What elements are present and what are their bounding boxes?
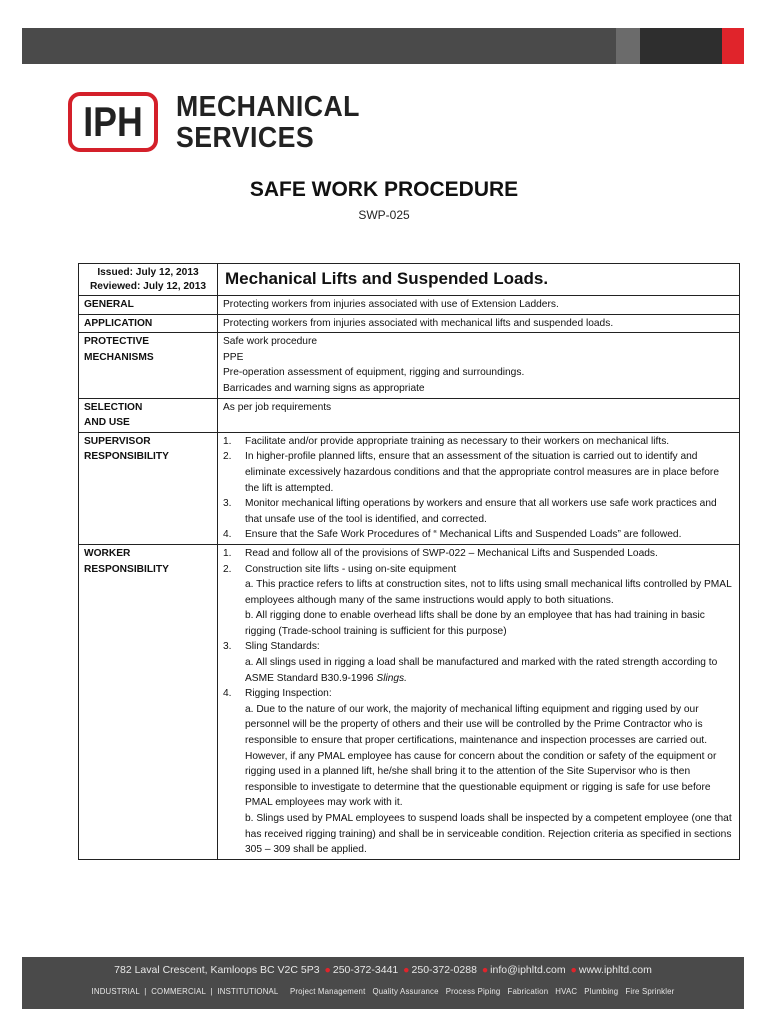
footer-fax: 250-372-0288: [411, 964, 477, 976]
logo-line-2: SERVICES: [176, 122, 315, 154]
document-title: SAFE WORK PROCEDURE: [249, 178, 519, 201]
footer-phone: 250-372-3441: [332, 964, 399, 976]
supervisor-label-line-1: SUPERVISOR: [84, 435, 151, 447]
list-item: [223, 562, 734, 578]
table-row-header: [79, 264, 740, 296]
selection-label: [79, 398, 218, 432]
dates-cell: [79, 264, 218, 296]
web-icon: ●: [570, 964, 577, 976]
general-label: GENERAL: [79, 296, 218, 315]
list-number: 2.: [223, 451, 232, 463]
list-number: 4.: [223, 529, 232, 541]
document-code: SWP-025: [358, 208, 410, 222]
list-number: 4.: [223, 688, 232, 700]
list-text: Ensure that the Safe Work Procedures of “ Mechanical Lifts and Suspended Loads” are followed.: [245, 529, 682, 541]
worker-label: [79, 544, 218, 859]
selection-text: As per job requirements: [218, 398, 740, 432]
application-text: Protecting workers from injuries associated with mechanical lifts and suspended loads.: [218, 314, 740, 333]
list-number: 2.: [223, 563, 232, 575]
list-number: 3.: [223, 498, 232, 510]
sub-item: a. This practice refers to lifts at construction sites, not to lifts using small mechanical lifts controlled by PMAL employees although many of the same instructions would apply to both situations.: [245, 579, 732, 606]
footer-address: 782 Laval Crescent, Kamloops BC V2C 5P3: [114, 964, 320, 976]
logo-mark-text: IPH: [83, 98, 143, 145]
supervisor-label: [79, 432, 218, 544]
procedure-heading: Mechanical Lifts and Suspended Loads.: [218, 264, 740, 296]
list-number: 3.: [223, 641, 232, 653]
footer-bar: [22, 957, 744, 1009]
list-text: Facilitate and/or provide appropriate training as necessary to their workers on mechanical lifts.: [245, 435, 670, 447]
company-logo-text: [176, 92, 360, 154]
supervisor-list: [218, 432, 740, 544]
general-text: Protecting workers from injuries associated with use of Extension Ladders.: [218, 296, 740, 315]
sub-item: [223, 655, 734, 686]
list-text: Read and follow all of the provisions of SWP-022 – Mechanical Lifts and Suspended Loads.: [245, 547, 658, 559]
table-row-application: [79, 314, 740, 333]
company-logo-mark: [68, 92, 158, 152]
list-item: [223, 546, 734, 562]
footer-web[interactable]: www.iphltd.com: [578, 964, 652, 976]
list-item: [223, 686, 734, 702]
list-item: [223, 496, 734, 527]
list-item: Barricades and warning signs as appropriate: [223, 382, 425, 394]
table-row-worker: [79, 544, 740, 859]
list-number: 1.: [223, 547, 232, 559]
list-number: 1.: [223, 435, 232, 447]
list-item: [223, 449, 734, 496]
selection-label-line-2: AND USE: [84, 417, 130, 429]
sub-item: b. Slings used by PMAL employees to suspend loads shall be inspected by a competent employee (one that has received rigging training) and shall be in serviceable condition. Rejection criteria as specified in sections 305 – 309 shall be applied.: [245, 813, 732, 856]
logo-line-1: MECHANICAL: [176, 91, 360, 123]
list-text: Construction site lifts - using on-site equipment: [245, 563, 457, 575]
list-text: Sling Standards:: [245, 641, 320, 653]
header-bar-accent-red: [722, 28, 744, 64]
protective-label: [79, 333, 218, 398]
protective-label-line-2: MECHANISMS: [84, 351, 154, 363]
reviewed-date: Reviewed: July 12, 2013: [89, 281, 207, 292]
procedure-table: [78, 263, 740, 860]
header-bar-accent-light: [616, 28, 640, 64]
table-row-general: [79, 296, 740, 315]
email-icon: ●: [481, 964, 489, 976]
table-row-protective: [79, 333, 740, 398]
footer-email[interactable]: info@iphltd.com: [490, 964, 566, 976]
sub-item: a. Due to the nature of our work, the majority of mechanical lifting equipment and rigging used by our personnel will be the property of others and their use will be controlled by the Prime Contractor who is responsible to ensure that proper certifications, maintenance and inspection processes are carried out. However, if any PMAL employee has cause for concern about the condition or safety of the equipment or rigging used in a planned lift, he/she shall bring it to the attention of the Site Supervisor who is then responsible to investigate to determine that the questionable equipment or rigging is safe for use before PMAL employees may work with it.: [245, 703, 717, 809]
list-item: Pre-operation assessment of equipment, rigging and surroundings.: [223, 367, 525, 379]
footer-tagline: INDUSTRIAL | COMMERCIAL | INSTITUTIONAL Project Management Quality Assurance Process Piping Fabrication HVAC Plumbing Fire Sprinkler: [91, 986, 675, 996]
sub-item-italic: Slings.: [376, 672, 407, 684]
table-row-supervisor: [79, 432, 740, 544]
application-label: APPLICATION: [79, 314, 218, 333]
protective-label-line-1: PROTECTIVE: [84, 336, 150, 348]
fax-icon: ●: [403, 964, 410, 976]
selection-label-line-1: SELECTION: [84, 401, 143, 413]
header-bar-accent-dark: [640, 28, 722, 64]
worker-label-line-2: RESPONSIBILITY: [84, 563, 169, 575]
list-item: PPE: [223, 351, 244, 363]
list-text: Rigging Inspection:: [245, 688, 332, 700]
table-row-selection: [79, 398, 740, 432]
phone-icon: ●: [324, 964, 331, 976]
list-text: In higher-profile planned lifts, ensure that an assessment of the situation is carried out to identify and eliminate excessively hazardous conditions and that the appropriate control measures are in place before the lift is attempted.: [245, 451, 719, 494]
worker-label-line-1: WORKER: [84, 547, 131, 559]
supervisor-label-line-2: RESPONSIBILITY: [84, 451, 169, 463]
issued-date: Issued: July 12, 2013: [97, 267, 199, 278]
list-text: Monitor mechanical lifting operations by workers and ensure that all workers use safe work practices and that unsafe use of the tool is identified, and corrected.: [245, 498, 717, 525]
list-item: [223, 639, 734, 655]
footer-contact: [22, 964, 744, 976]
sub-item: b. All rigging done to enable overhead lifts shall be done by an employee that has had training in basic rigging (Trade-school training is sufficient for this purpose): [245, 610, 705, 637]
list-item: [223, 434, 734, 450]
list-item: Safe work procedure: [223, 336, 318, 348]
list-item: [223, 527, 734, 543]
worker-list: [218, 544, 740, 859]
sub-item-text: a. All slings used in rigging a load shall be manufactured and marked with the rated strength according to ASME Standard B30.9-1996: [245, 657, 718, 684]
protective-list: [218, 333, 740, 398]
header-bar: [22, 28, 744, 64]
